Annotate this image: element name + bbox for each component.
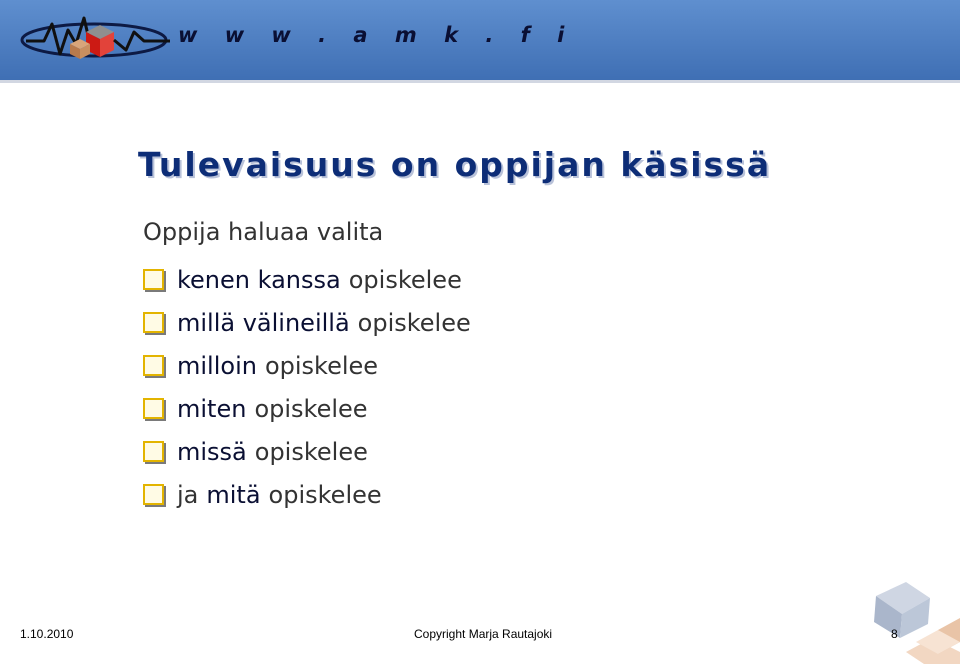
header-band bbox=[0, 0, 960, 83]
checkbox-bullet-icon bbox=[143, 355, 164, 376]
bullet-text: opiskelee bbox=[264, 351, 379, 380]
bullet-keyword: miten bbox=[177, 394, 247, 423]
bullet-item bbox=[143, 258, 471, 301]
site-url: w w w . a m k . f i bbox=[178, 23, 575, 47]
amk-cube-logo-icon bbox=[18, 10, 178, 72]
bullet-keyword: kenen kanssa bbox=[177, 265, 341, 294]
bullet-item bbox=[143, 344, 471, 387]
checkbox-bullet-icon bbox=[143, 269, 164, 290]
slide-intro: Oppija haluaa valita bbox=[143, 218, 384, 246]
bullet-text: opiskelee bbox=[357, 308, 471, 337]
checkbox-bullet-icon bbox=[143, 484, 164, 505]
bullet-keyword: milloin bbox=[177, 351, 257, 380]
bullet-item bbox=[143, 473, 471, 516]
bullet-prefix: ja bbox=[177, 480, 199, 509]
cubes-decoration-icon bbox=[868, 568, 960, 664]
bullet-text: opiskelee bbox=[348, 265, 462, 294]
bullet-item bbox=[143, 301, 471, 344]
bullet-keyword: millä välineillä bbox=[177, 308, 350, 337]
slide-title: Tulevaisuus on oppijan käsissä bbox=[138, 145, 772, 184]
footer-date: 1.10.2010 bbox=[20, 627, 74, 641]
bullet-text: opiskelee bbox=[254, 437, 368, 466]
checkbox-bullet-icon bbox=[143, 312, 164, 333]
bullet-list bbox=[143, 258, 471, 516]
checkbox-bullet-icon bbox=[143, 398, 164, 419]
bullet-text: opiskelee bbox=[254, 394, 368, 423]
bullet-item bbox=[143, 387, 471, 430]
footer-copyright: Copyright Marja Rautajoki bbox=[414, 627, 553, 641]
bullet-keyword: missä bbox=[177, 437, 247, 466]
page-number: 8 bbox=[891, 627, 898, 641]
bullet-item bbox=[143, 430, 471, 473]
bullet-text: opiskelee bbox=[268, 480, 382, 509]
checkbox-bullet-icon bbox=[143, 441, 164, 462]
bullet-keyword: mitä bbox=[206, 480, 261, 509]
